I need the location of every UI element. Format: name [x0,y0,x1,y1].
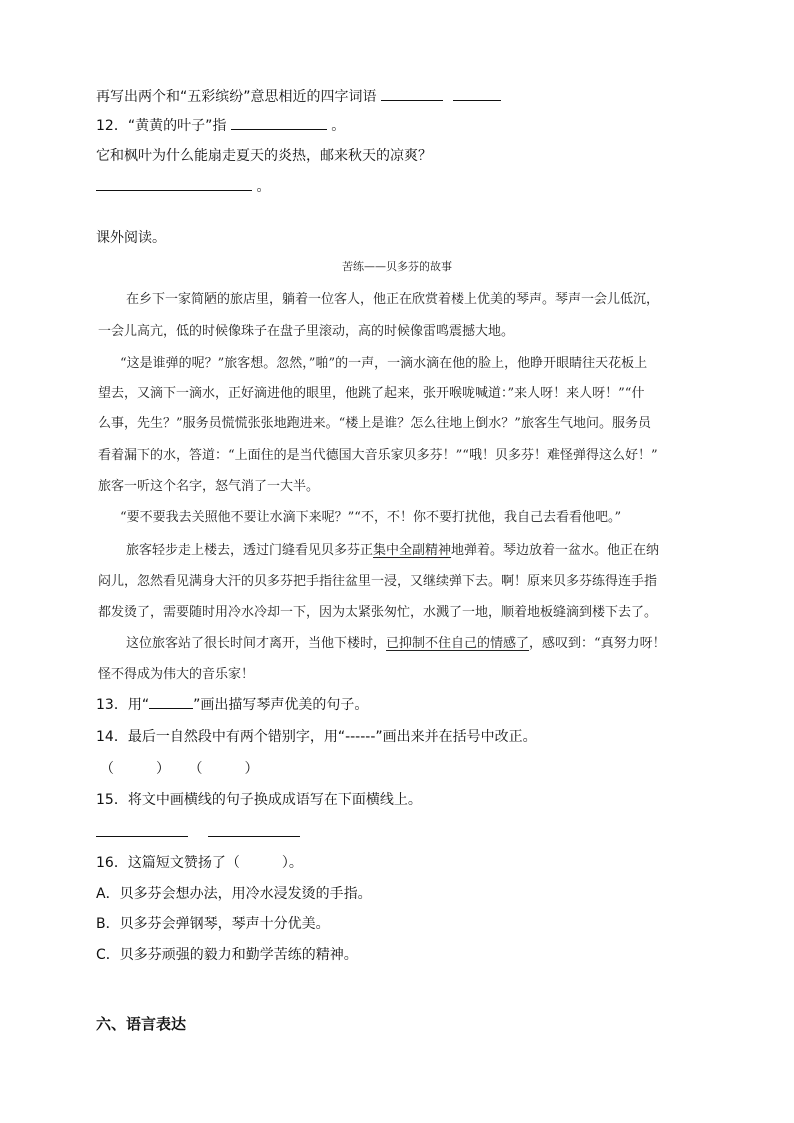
q16-line: 16．这篇短文赞扬了（ ）。 [96,855,303,871]
q16-option-c[interactable]: C．贝多芬顽强的毅力和勤学苦练的精神。 [96,947,358,963]
story-p4-line1 [126,541,659,561]
story-p4-line3: 都发烫了，需要随时用冷水冷却一下，因为太紧张匆忙，水溅了一地，顺着地板缝滴到楼下去了。 [98,605,658,620]
story-p2-line3: 么事，先生？”服务员慌慌张张地跑进来。“楼上是谁？怎么往地上倒水？”旅客生气地问。服务员 [98,416,651,431]
story-p3: “要不要我去关照他不要让水滴下来呢？”“不，不！你不要打扰他，我自己去看看他吧。” [120,510,622,525]
underlined-phrase: 集中全副精神 [373,543,452,558]
section-heading: 六、语言表达 [96,1015,187,1033]
q13-line [96,695,368,715]
q14-line: 14．最后一自然段中有两个错别字，用“------”画出来并在括号中改正。 [96,729,537,745]
q13-suffix: ”画出描写琴声优美的句子。 [193,697,369,713]
q11-extra-line [96,86,501,107]
q13-prefix: 13．用“ [96,697,150,713]
answer-blank[interactable] [453,86,501,101]
q12-line [96,115,345,136]
answer-blank[interactable] [381,86,443,101]
underline-sample [149,698,193,709]
story-p5-line1-a: 这位旅客站了很长时间才离开，当他下楼时， [126,636,387,651]
answer-blank[interactable] [208,822,300,837]
story-p5-line2: 怪不得成为伟大的音乐家！ [98,667,255,682]
q12-prefix: 12．“黄黄的叶子”指 [96,118,227,134]
q12-end: 。 [331,118,346,134]
underlined-sentence: 已抑制不住自己的情感了 [386,636,530,651]
q16-option-a[interactable]: A．贝多芬会想办法，用冷水浸发烫的手指。 [96,886,372,902]
section-label: 课外阅读。 [96,230,166,246]
q15-line: 15．将文中画横线的句子换成成语写在下面横线上。 [96,792,422,808]
q12-end2: 。 [256,179,271,195]
story-title: 苦练——贝多芬的故事 [342,260,452,273]
q15-answer-line [96,822,300,843]
answer-paren-1[interactable]: （ ） [100,761,170,777]
answer-paren-2[interactable]: （ ） [188,761,259,777]
q14-answers [100,759,258,779]
story-p2-line4: 看着漏下的水，答道：“上面住的是当代德国大音乐家贝多芬！”“哦！贝多芬！难怪弹得这么好！” [98,448,658,463]
q16-option-b[interactable]: B．贝多芬会弹钢琴，琴声十分优美。 [96,916,330,932]
answer-blank[interactable] [231,115,327,130]
story-p1-line1: 在乡下一家简陋的旅店里，躺着一位客人，他正在欣赏着楼上优美的琴声。琴声一会儿低沉， [126,292,660,307]
story-p2-line5: 旅客一听这个名字，怒气消了一大半。 [98,479,320,494]
story-p2-line2: 望去，又滴下一滴水，正好滴进他的眼里，他跳了起来，张开喉咙喊道：”来人呀！来人呀！”“什 [98,386,645,401]
answer-blank[interactable] [96,176,252,191]
q12-question2: 它和枫叶为什么能扇走夏天的炎热，邮来秋天的凉爽？ [96,148,432,164]
q12-answer-line [96,176,270,197]
story-p2-line1: “这是谁弹的呢？”旅客想。忽然，”啪”的一声，一滴水滴在他的脸上，他睁开眼睛往天花板上 [120,356,648,371]
q11-extra-text: 再写出两个和“五彩缤纷”意思相近的四字词语 [96,89,377,105]
answer-blank[interactable] [96,822,188,837]
story-p4-line1-b: 地弹着。琴边放着一盆水。他正在纳 [451,543,660,558]
story-p1-line2: 一会儿高亢，低的时候像珠子在盘子里滚动，高的时候像雷鸣震撼大地。 [98,324,515,339]
story-p5-line1-b: ，感叹到：“真努力呀！ [529,636,666,651]
story-p4-line2: 闷儿，忽然看见满身大汗的贝多芬把手指往盆里一浸，又继续弹下去。啊！原来贝多芬练得连手指 [98,574,658,589]
story-p4-line1-a: 旅客轻步走上楼去，透过门缝看见贝多芬正 [126,543,374,558]
story-p5-line1 [126,634,666,654]
